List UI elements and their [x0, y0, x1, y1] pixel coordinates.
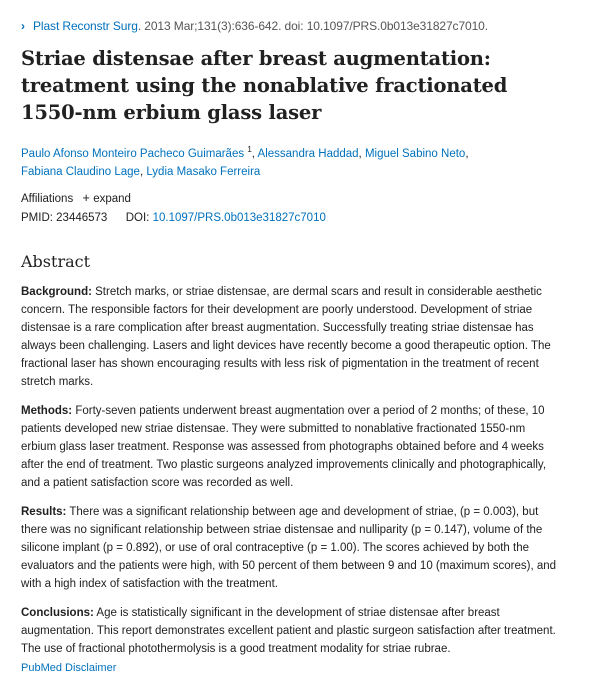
identifiers — [21, 210, 326, 226]
section-text: Stretch marks, or striae distensae, are dermal scars and result in considerable aesthetic concern. The responsible factors for their development are poorly understood. Development of striae distensae is a rare complication after breast augmentation. Successfully treating striae distensae has always been challenging. Lasers and light devices have recently become a good therapeutic option. The fractional laser has shown encouraging results with less risk of pigmentation in the treatment of recent stretch marks. — [21, 286, 551, 388]
pmid-label: PMID: — [21, 212, 53, 224]
section-text: There was a significant relationship between age and development of striae, (p = 0.003), but there was no significant relationship between striae distensae and nulliparity (p = 0.147), volume of the silicone implant (p = 0.892), or use of oral contraceptive (p = 1.00). The scores achieved by both the evaluators and the patients were high, with 50 percent of them between 9 and 10 (maximum scores), and with a high index of satisfaction with the treatment. — [21, 506, 557, 590]
affiliations-toggle[interactable] — [21, 190, 131, 207]
author-link[interactable]: Alessandra Haddad — [257, 148, 359, 160]
author-link[interactable]: Miguel Sabino Neto — [364, 148, 466, 160]
abstract-body — [21, 283, 561, 669]
abstract-section-methods — [21, 402, 561, 492]
abstract-section-results — [21, 503, 561, 593]
author-link[interactable]: Fabiana Claudino Lage — [21, 166, 140, 178]
abstract-heading: Abstract — [21, 252, 91, 271]
affiliations-label: Affiliations — [21, 193, 74, 205]
affiliation-marker[interactable]: 1 — [247, 145, 252, 155]
doi-label: DOI: — [125, 212, 150, 224]
citation-details: . 2013 Mar;131(3):636-642. doi: 10.1097/PRS.0b013e31827c7010. — [137, 19, 488, 33]
author-list: Paulo Afonso Monteiro Pacheco Guimarães $^1$, Alessandra Haddad, Miguel Sabino Neto, Fabiana Claudino Lage, Lydia Masako Ferreira — [21, 145, 469, 178]
section-text: Forty-seven patients underwent breast augmentation over a period of 2 months; of these, 10 patients developed new striae distensae. They were submitted to nonablative fractionated 1550-nm erbium glass laser treatment. Response was assessed from photographs obtained before and 4 weeks after the end of treatment. Two plastic surgeons analyzed improvements clinically and photographically, and a patient satisfaction score was recorded as well. — [21, 405, 547, 489]
chevron-right-icon: › — [21, 19, 25, 33]
author-link[interactable]: Lydia Masako Ferreira — [146, 166, 261, 178]
author-link[interactable]: Paulo Afonso Monteiro Pacheco Guimarães — [21, 148, 245, 160]
abstract-section-conclusions — [21, 604, 561, 658]
article-title: Striae distensae after breast augmentation: treatment using the nonablative fractionated 1550-nm erbium glass laser — [21, 47, 508, 124]
abstract-section-background — [21, 283, 561, 391]
pubmed-disclaimer-link[interactable]: PubMed Disclaimer — [21, 662, 117, 674]
plus-icon: + — [82, 190, 91, 205]
expand-label: expand — [93, 193, 131, 205]
citation-line — [21, 18, 488, 34]
section-label: Results: — [21, 506, 67, 518]
journal-link[interactable]: Plast Reconstr Surg — [33, 19, 138, 33]
pmid-value: 23446573 — [56, 212, 108, 224]
section-label: Methods: — [21, 405, 73, 417]
doi-link[interactable]: 10.1097/PRS.0b013e31827c7010 — [152, 212, 326, 224]
section-text: Age is statistically significant in the development of striae distensae after breast augmentation. This report demonstrates excellent patient and plastic surgeon satisfaction after treatment. The use of fractional photothermolysis is a good treatment modality for striae rubrae. — [21, 607, 556, 655]
section-label: Background: — [21, 286, 92, 298]
section-label: Conclusions: — [21, 607, 94, 619]
